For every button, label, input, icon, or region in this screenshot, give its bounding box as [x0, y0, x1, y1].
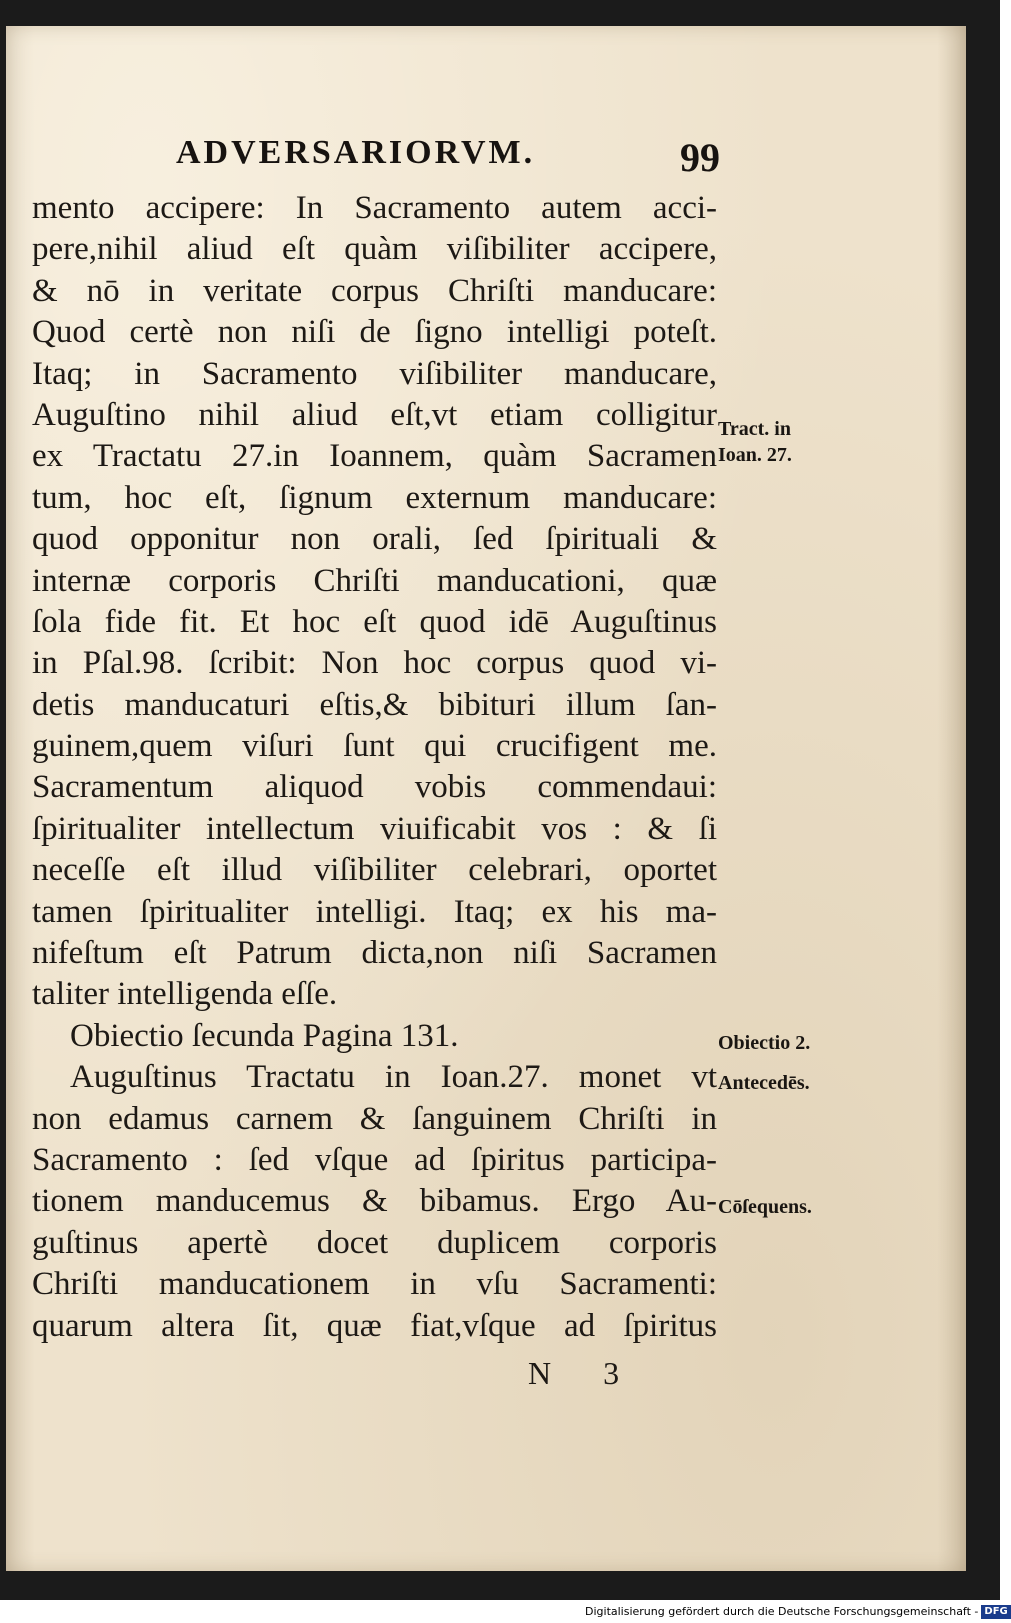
text-line: tum, hoc eſt, ſignum externum manducare: — [32, 479, 717, 516]
section-heading: Obiectio ſecunda Pagina 131. — [70, 1017, 459, 1054]
text-line: Auguſtino nihil aliud eſt,vt etiam colligitur — [32, 396, 717, 433]
text-line: Chriſti manducationem in vſu Sacramenti: — [32, 1266, 717, 1303]
text-line: & nō in veritate corpus Chriſti manducare: — [32, 272, 717, 309]
text-line: guinem,quem viſuri ſunt qui crucifigent me. — [32, 728, 717, 765]
text-line: tionem manducemus & bibamus. Ergo Au- — [32, 1183, 717, 1220]
signature-mark: N 3 — [528, 1355, 642, 1391]
margin-note-tract-line2: Ioan. 27. — [718, 444, 792, 466]
body-text — [32, 188, 717, 1347]
text-line: ex Tractatu 27.in Ioannem, quàm Sacramen — [32, 438, 717, 475]
text-line: Auguſtinus Tractatu in Ioan.27. monet vt — [70, 1059, 717, 1096]
text-line: internæ corporis Chriſti manducationi, quæ — [32, 562, 717, 599]
text-line: mento accipere: In Sacramento autem acci- — [32, 190, 717, 226]
text-line: pere,nihil aliud eſt quàm viſibiliter accipere, — [32, 231, 717, 268]
text-line: quarum altera ſit, quæ fiat,vſque ad ſpiritus — [32, 1307, 717, 1344]
text-line: Itaq; in Sacramento viſibiliter manducare, — [32, 355, 717, 392]
text-line: ſpiritualiter intellectum viuificabit vos : & ſi — [32, 810, 717, 847]
footer-credit-text: Digitalisierung gefördert durch die Deutsche Forschungsgemeinschaft - — [585, 1605, 979, 1618]
text-line: non edamus carnem & ſanguinem Chriſti in — [32, 1100, 717, 1137]
margin-note-obiectio: Obiectio 2. — [718, 1032, 811, 1054]
margin-note-antecedens: Antecedēs. — [718, 1072, 810, 1094]
text-line: neceſſe eſt illud viſibiliter celebrari, oportet — [32, 852, 717, 889]
text-line: quod opponitur non orali, ſed ſpirituali & — [32, 521, 717, 558]
page-header — [176, 130, 720, 180]
text-line: Sacramento : ſed vſque ad ſpiritus participa- — [32, 1141, 717, 1178]
dfg-logo: DFG — [981, 1605, 1010, 1619]
margin-note-tract-line1: Tract. in — [718, 418, 791, 440]
text-line: detis manducaturi eſtis,& bibituri illum ſan- — [32, 686, 717, 723]
text-line: taliter intelligenda eſſe. — [32, 976, 338, 1013]
text-line: in Pſal.98. ſcribit: Non hoc corpus quod vi- — [32, 645, 717, 682]
margin-note-consequens: Cōſequens. — [718, 1196, 812, 1218]
page-number: 99 — [680, 135, 720, 180]
text-line: tamen ſpiritualiter intelligi. Itaq; ex his ma- — [32, 893, 717, 930]
text-line: ſola fide fit. Et hoc eſt quod idē Auguſtinus — [32, 603, 717, 640]
footer-credit — [585, 1603, 1011, 1621]
text-line: Sacramentum aliquod vobis commendaui: — [32, 769, 717, 806]
text-line: guſtinus apertè docet duplicem corporis — [32, 1224, 717, 1261]
text-line: nifeſtum eſt Patrum dicta,non niſi Sacramen — [32, 935, 717, 972]
margin-note-tract — [718, 416, 858, 468]
text-line: Quod certè non niſi de ſigno intelligi poteſt. — [32, 314, 717, 351]
running-title: ADVERSARIORVM. — [176, 134, 536, 171]
